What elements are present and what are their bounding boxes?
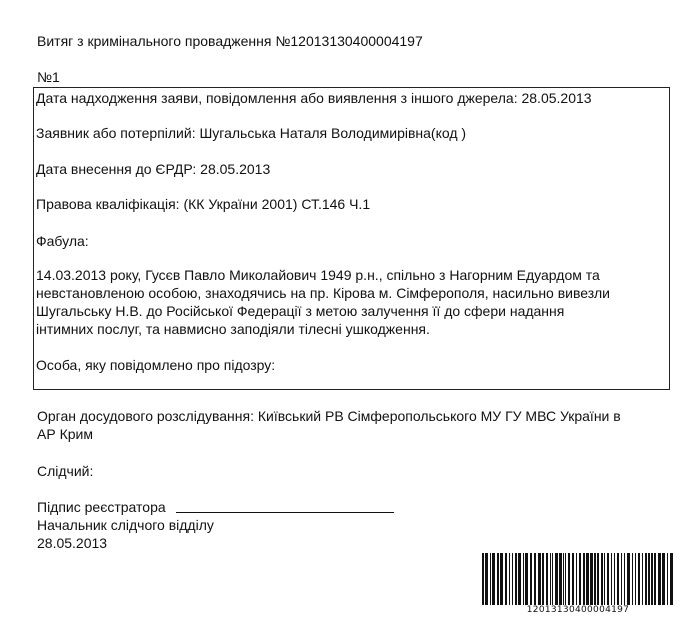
date-received-line: Дата надходження заяви, повідомлення або виявлення з іншого джерела: 28.05.2013 xyxy=(36,90,592,106)
barcode-bar xyxy=(482,553,484,605)
barcode-bar xyxy=(490,553,491,605)
barcode-bar xyxy=(611,553,612,605)
barcode-bar xyxy=(552,553,553,605)
agency-line: АР Крим xyxy=(37,426,93,442)
agency-line: Орган досудового розслідування: Київський РВ Сімферопольського МУ ГУ МВС України в xyxy=(37,408,621,424)
barcode-bar xyxy=(572,553,574,605)
chief-label: Начальник слідчого відділу xyxy=(37,517,214,533)
barcode-bar xyxy=(546,553,548,605)
barcode-bar xyxy=(594,553,596,605)
barcode-bar xyxy=(568,553,570,605)
barcode-bar xyxy=(509,553,510,605)
barcode-bar xyxy=(621,553,622,605)
barcode-bar xyxy=(617,553,619,605)
barcode-bar xyxy=(563,553,564,605)
barcode-bar xyxy=(670,553,673,605)
legal-qualification-line: Правова кваліфікація: (КК України 2001) СТ.146 Ч.1 xyxy=(36,196,371,212)
barcode-bar xyxy=(604,553,605,605)
barcode-bar xyxy=(523,553,524,605)
barcode-bar xyxy=(550,553,551,605)
registrar-signature-label: Підпис реєстратора xyxy=(37,499,166,515)
barcode-bar xyxy=(642,553,643,605)
barcode-bar xyxy=(497,553,499,605)
entry-number: №1 xyxy=(37,69,60,85)
barcode-bar xyxy=(658,553,661,605)
barcode-image xyxy=(480,553,676,605)
barcode-bar xyxy=(632,553,633,605)
barcode-bar xyxy=(586,553,589,605)
barcode-bar xyxy=(538,553,541,605)
barcode-bar xyxy=(559,553,562,605)
barcode-bar xyxy=(555,553,558,605)
barcode-bar xyxy=(576,553,577,605)
barcode-bar xyxy=(505,553,507,605)
suspect-line: Особа, яку повідомлено про підозру: xyxy=(36,357,276,373)
barcode-bar xyxy=(624,553,625,605)
fabula-text-line: інтимних послуг, та навмисно заподіяли тілесні ушкодження. xyxy=(36,321,430,337)
barcode-bar xyxy=(601,553,603,605)
barcode-bar xyxy=(512,553,513,605)
barcode-bar xyxy=(627,553,630,605)
erdr-date-line: Дата внесення до ЄРДР: 28.05.2013 xyxy=(36,161,271,177)
barcode-bar xyxy=(583,553,585,605)
barcode-bar xyxy=(667,553,668,605)
barcode-bar xyxy=(579,553,581,605)
barcode-bar xyxy=(525,553,528,605)
barcode-bar xyxy=(590,553,593,605)
barcode-bar xyxy=(597,553,599,605)
barcode-bar xyxy=(530,553,532,605)
barcode-bar xyxy=(500,553,503,605)
document-title: Витяг з кримінального провадження №12013130400004197 xyxy=(37,33,423,49)
fabula-text-line: Шугальську Н.В. до Російської Федерації з метою залучення її до сфери надання xyxy=(36,303,565,319)
fabula-label: Фабула: xyxy=(36,233,89,249)
barcode-bar xyxy=(654,553,656,605)
barcode-bar xyxy=(534,553,536,605)
barcode-bar xyxy=(648,553,650,605)
applicant-line: Заявник або потерпілий: Шугальська Наталя Володимирівна(код ) xyxy=(36,125,467,141)
barcode-number: 12013130400004197 xyxy=(526,605,630,615)
barcode-bar xyxy=(492,553,495,605)
barcode-bar xyxy=(651,553,653,605)
barcode-bar xyxy=(638,553,640,605)
fabula-text-line: невстановленою особою, знаходячись на пр. Кірова м. Сімферополя, насильно вивезли xyxy=(36,285,610,301)
fabula-text-line: 14.03.2013 року, Гусєв Павло Миколайович 1949 р.н., спільно з Нагорним Едуардом та xyxy=(36,267,600,283)
barcode-bar xyxy=(485,553,488,605)
investigator-label: Слідчий: xyxy=(37,463,94,479)
signature-line xyxy=(176,512,394,513)
barcode-bar xyxy=(614,553,615,605)
barcode-bar xyxy=(565,553,566,605)
barcode-bar xyxy=(515,553,517,605)
barcode-bar xyxy=(662,553,665,605)
barcode-bar xyxy=(635,553,636,605)
signature-date: 28.05.2013 xyxy=(37,535,108,551)
barcode-bar xyxy=(518,553,521,605)
barcode-bar xyxy=(645,553,647,605)
record-frame xyxy=(33,87,670,390)
barcode-bar xyxy=(607,553,609,605)
barcode-bar xyxy=(542,553,544,605)
